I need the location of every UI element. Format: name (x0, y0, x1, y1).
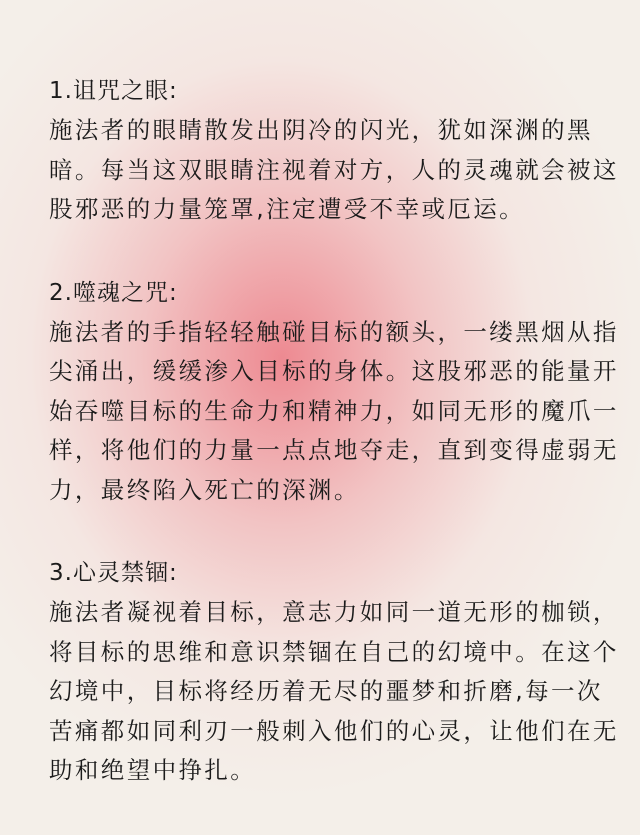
article-body (49, 72, 619, 835)
paragraph-line: 尖涌出，缓缓渗入目标的身体。这股邪恶的能量开 (49, 357, 619, 385)
section-heading: 3.心灵禁锢: (49, 560, 178, 586)
paragraph-line: 暗。每当这双眼睛注视着对方，人的灵魂就会被这 (49, 155, 619, 184)
paragraph-line: 施法者凝视着目标，意志力如同一道无形的枷锁， (49, 598, 619, 626)
paragraph-line: 力，最终陷入死亡的深渊。 (49, 475, 360, 504)
section-heading: 1.诅咒之眼: (49, 78, 178, 104)
paragraph-line: 幻境中，目标将经历着无尽的噩梦和折磨,每一次 (49, 677, 603, 705)
paragraph-line: 施法者的眼睛散发出阴冷的闪光，犹如深渊的黑 (49, 116, 593, 144)
section-curse-eye (49, 72, 619, 230)
section-heading: 2.噬魂之咒: (49, 279, 178, 306)
paragraph-line: 将目标的思维和意识禁锢在自己的幻境中。在这个 (49, 637, 619, 666)
paragraph-line: 股邪恶的力量笼罩,注定遭受不幸或厄运。 (49, 195, 526, 223)
paragraph-line: 施法者的手指轻轻触碰目标的额头，一缕黑烟从指 (49, 317, 619, 346)
paragraph-line: 助和绝望中挣扎。 (49, 756, 257, 784)
section-mind-prison (49, 554, 619, 791)
paragraph-line: 始吞噬目标的生命力和精神力，如同无形的魔爪一 (49, 396, 619, 425)
section-soul-devour-curse (49, 274, 619, 511)
paragraph-line: 样，将他们的力量一点点地夺走，直到变得虚弱无 (49, 436, 619, 464)
paragraph-line: 苦痛都如同利刃一般刺入他们的心灵，让他们在无 (49, 716, 619, 745)
